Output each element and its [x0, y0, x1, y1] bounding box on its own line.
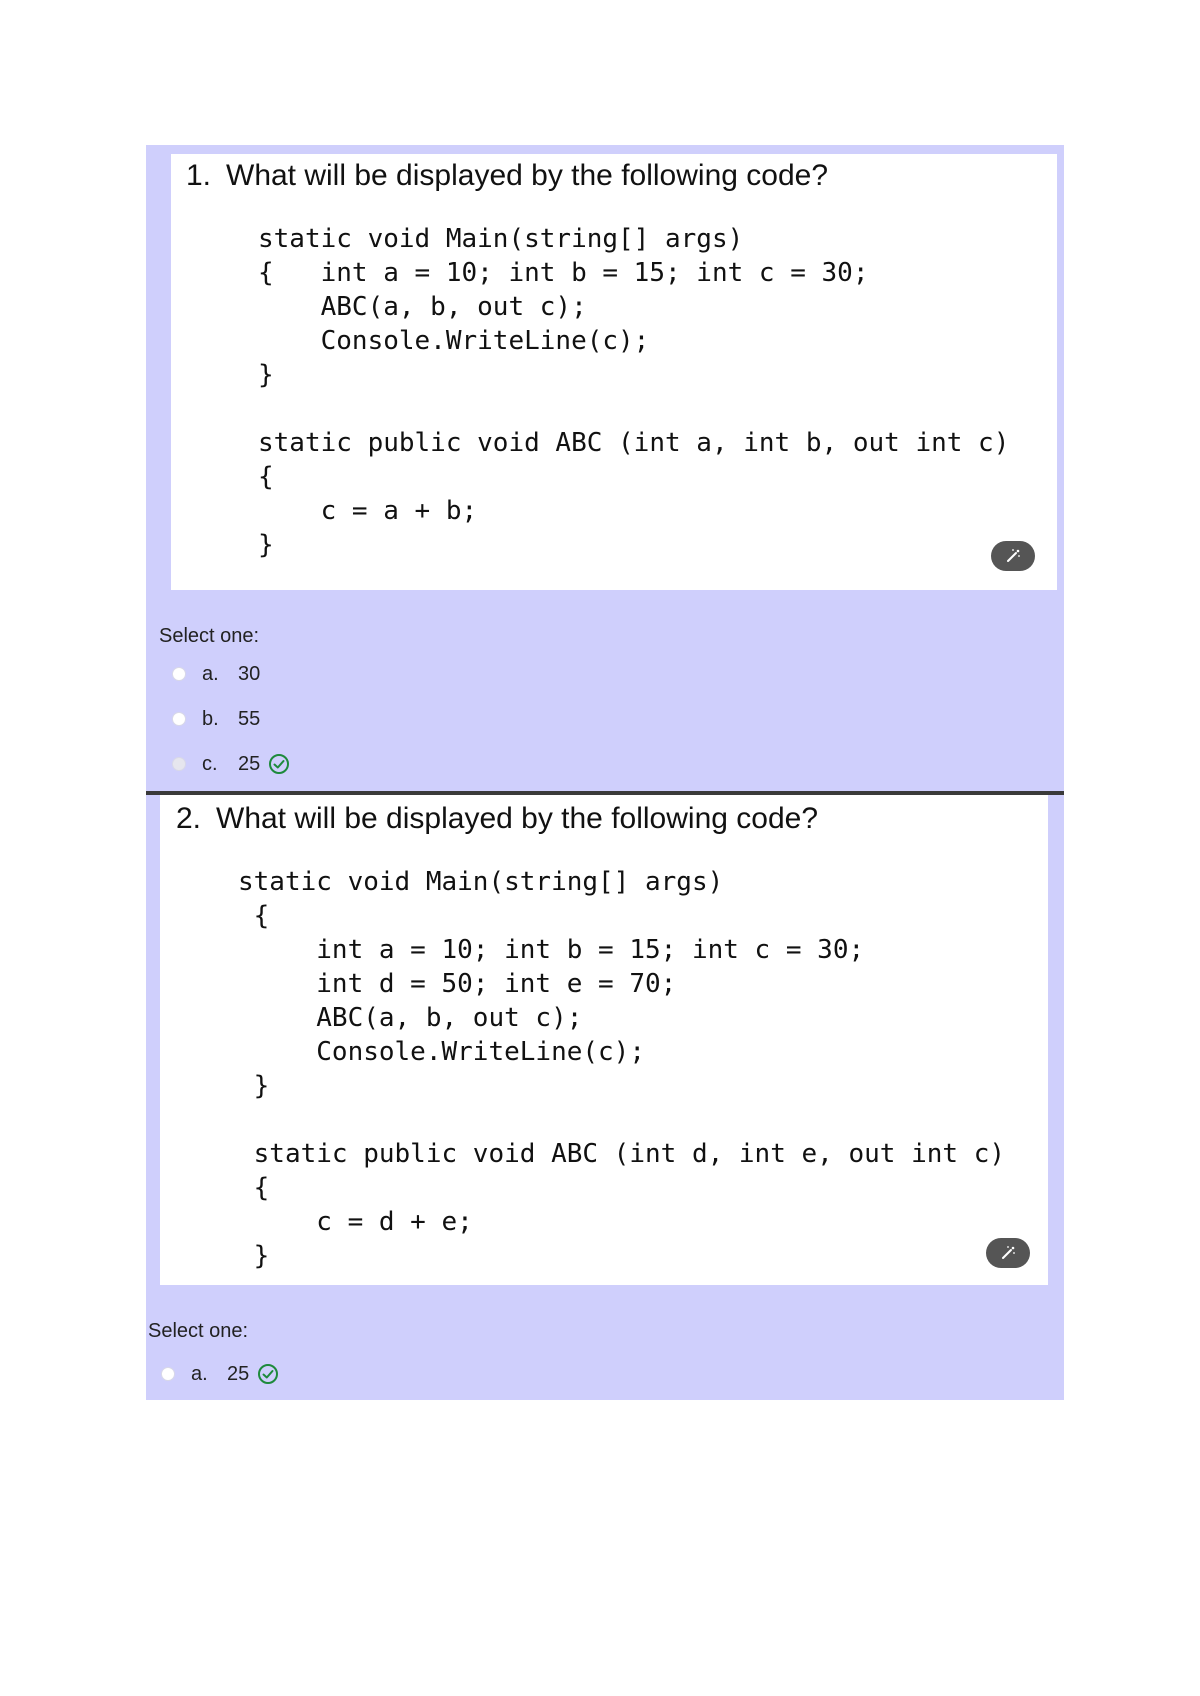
- check-circle-icon: [268, 753, 290, 775]
- question-1-code: static void Main(string[] args) { int a = 10; int b = 15; int c = 30; ABC(a, b, out c); Console.WriteLine(c); } static public void ABC (int a, int b, out int c) { c = a + b; }: [258, 224, 1010, 560]
- check-circle-icon: [257, 1363, 279, 1385]
- option-value: 55: [238, 707, 261, 730]
- question-1-option-c[interactable]: [172, 749, 290, 779]
- option-radio[interactable]: [172, 667, 186, 681]
- question-1-option-b[interactable]: [172, 704, 268, 734]
- question-1-select-label: Select one:: [159, 625, 260, 647]
- option-letter: a.: [202, 662, 219, 685]
- question-1-block: [146, 145, 1064, 791]
- question-2-option-a[interactable]: [161, 1359, 279, 1389]
- question-1-tool-button[interactable]: [991, 541, 1035, 571]
- option-radio[interactable]: [172, 712, 186, 726]
- question-2-tool-button[interactable]: [986, 1238, 1030, 1268]
- option-value: 25: [227, 1362, 250, 1385]
- option-letter: b.: [202, 707, 219, 730]
- question-2-title: [176, 802, 818, 836]
- question-2-block: [146, 795, 1064, 1400]
- question-2-code: static void Main(string[] args) { int a = 10; int b = 15; int c = 30; int d = 50; int e = 70; ABC(a, b, out c); Console.WriteLine(c); } static public void ABC (int d, int e, out int c) { c = d + e; }: [238, 867, 1006, 1271]
- magic-wand-icon: [1004, 547, 1022, 565]
- question-2-card: [160, 795, 1048, 1285]
- option-value: 30: [238, 662, 261, 685]
- magic-wand-icon: [999, 1244, 1017, 1262]
- question-1-option-a[interactable]: [172, 659, 268, 689]
- option-letter: a.: [191, 1362, 208, 1385]
- question-1-text: What will be displayed by the following code?: [226, 159, 829, 192]
- option-radio[interactable]: [172, 757, 186, 771]
- question-2-number: 2.: [176, 802, 202, 835]
- question-1-title: [186, 159, 828, 193]
- question-1-card: [171, 154, 1057, 590]
- option-letter: c.: [202, 752, 218, 775]
- option-value: 25: [238, 752, 261, 775]
- option-radio[interactable]: [161, 1367, 175, 1381]
- question-1-number: 1.: [186, 159, 212, 192]
- question-2-text: What will be displayed by the following code?: [216, 802, 819, 835]
- question-2-select-label: Select one:: [148, 1320, 249, 1342]
